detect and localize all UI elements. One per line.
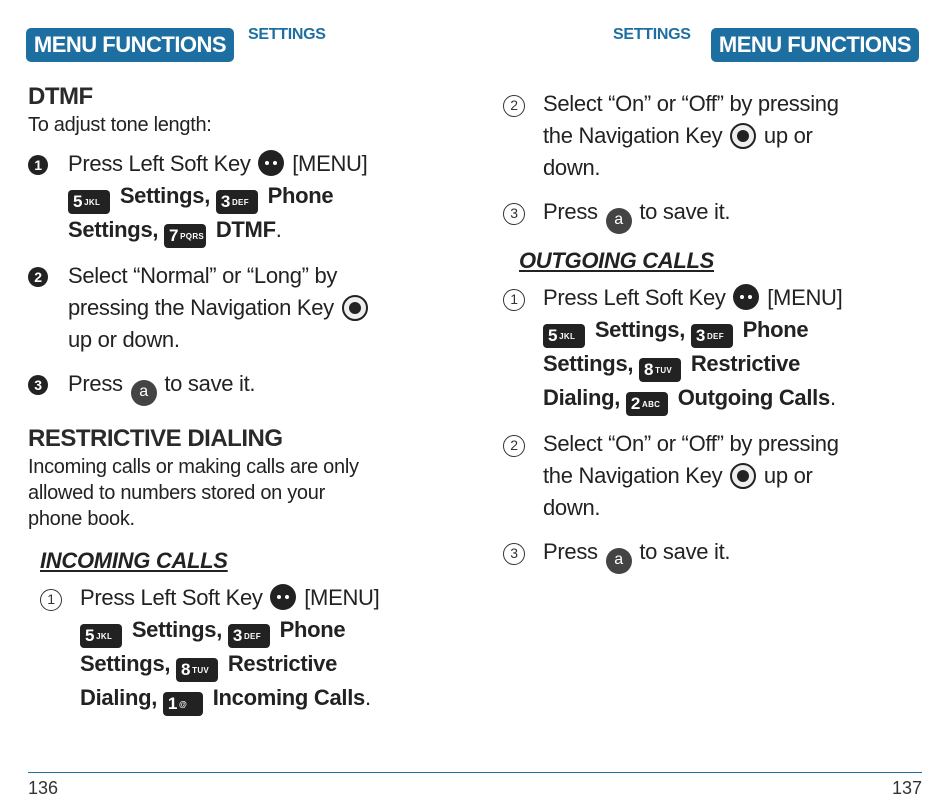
- step-text: .: [829, 385, 836, 410]
- step-text: down.: [543, 495, 601, 520]
- restrictive-description-2: allowed to numbers stored on your: [28, 482, 325, 504]
- key-8-icon: 8 TUV: [639, 358, 681, 382]
- step-text: pressing the Navigation Key: [68, 295, 334, 320]
- step-number: 2: [28, 267, 48, 287]
- incoming-calls-heading: INCOMING CALLS: [40, 548, 228, 573]
- step-text: Phone: [742, 317, 809, 342]
- dtmf-step-2: [28, 260, 468, 356]
- dtmf-step-3: [28, 368, 468, 406]
- step-text: Incoming Calls: [212, 685, 365, 710]
- incoming-step-2: [510, 88, 943, 184]
- step-text: Press: [543, 539, 598, 564]
- step-text: Settings,: [68, 217, 159, 242]
- outgoing-calls-heading: OUTGOING CALLS: [519, 248, 715, 273]
- step-text: Press Left Soft Key: [543, 285, 726, 310]
- left-soft-key-icon: [270, 584, 296, 610]
- outgoing-step-3: [510, 536, 943, 574]
- step-text: [MENU]: [292, 151, 368, 176]
- step-text: to save it.: [639, 539, 731, 564]
- key-7-icon: 7 PQRS: [164, 224, 206, 248]
- step-text: Press Left Soft Key: [80, 585, 263, 610]
- outgoing-step-1: [510, 282, 943, 416]
- step-text: Restrictive: [227, 651, 338, 676]
- step-text: to save it.: [164, 371, 256, 396]
- step-text: Settings,: [543, 351, 634, 376]
- step-text: .: [275, 217, 282, 242]
- step-number: 3: [28, 375, 48, 395]
- key-5-icon: 5 JKL: [543, 324, 585, 348]
- key-8-icon: 8 TUV: [176, 658, 218, 682]
- step-text: Dialing,: [80, 685, 158, 710]
- menu-functions-tab: MENU FUNCTIONS: [711, 28, 919, 62]
- step-number: 1: [503, 289, 525, 311]
- left-content: [28, 82, 468, 728]
- ok-key-icon: a: [606, 548, 632, 574]
- step-text: to save it.: [639, 199, 731, 224]
- step-text: DTMF: [215, 217, 276, 242]
- step-text: [MENU]: [304, 585, 380, 610]
- navigation-key-icon: [730, 463, 756, 489]
- step-number: 2: [503, 95, 525, 117]
- dtmf-description: To adjust tone length:: [28, 114, 212, 136]
- footer-divider: [28, 772, 922, 773]
- step-text: Press Left Soft Key: [68, 151, 251, 176]
- step-text: Settings,: [119, 183, 211, 208]
- navigation-key-icon: [730, 123, 756, 149]
- left-soft-key-icon: [258, 150, 284, 176]
- incoming-step-1: [28, 582, 468, 716]
- key-3-icon: 3 DEF: [216, 190, 258, 214]
- key-5-icon: 5 JKL: [68, 190, 110, 214]
- step-text: Outgoing Calls: [677, 385, 830, 410]
- step-text: Phone: [267, 183, 334, 208]
- step-number: 1: [28, 155, 48, 175]
- incoming-step-3: [510, 196, 943, 234]
- settings-subtab: SETTINGS: [613, 26, 691, 43]
- step-text: Restrictive: [690, 351, 801, 376]
- step-text: Press: [68, 371, 123, 396]
- key-2-icon: 2 ABC: [626, 392, 668, 416]
- right-content: [510, 82, 943, 586]
- step-text: up or: [763, 463, 813, 488]
- step-text: Settings,: [131, 617, 223, 642]
- step-text: the Navigation Key: [543, 463, 723, 488]
- step-text: Settings,: [594, 317, 686, 342]
- key-5-icon: 5 JKL: [80, 624, 122, 648]
- step-text: Select “On” or “Off” by pressing: [543, 431, 839, 456]
- page-number: 137: [891, 778, 922, 798]
- restrictive-description-3: phone book.: [28, 508, 135, 530]
- key-3-icon: 3 DEF: [691, 324, 733, 348]
- step-text: up or: [763, 123, 813, 148]
- outgoing-step-2: [510, 428, 943, 524]
- ok-key-icon: a: [131, 380, 157, 406]
- page-number: 136: [28, 778, 59, 798]
- step-text: Phone: [279, 617, 346, 642]
- step-text: Select “Normal” or “Long” by: [68, 263, 338, 288]
- step-text: down.: [543, 155, 601, 180]
- settings-subtab: SETTINGS: [248, 26, 326, 43]
- step-number: 1: [40, 589, 62, 611]
- menu-functions-tab: MENU FUNCTIONS: [26, 28, 234, 62]
- dtmf-step-1: [28, 148, 468, 248]
- step-text: Press: [543, 199, 598, 224]
- restrictive-dialing-heading: RESTRICTIVE DIALING: [28, 425, 283, 452]
- step-text: the Navigation Key: [543, 123, 723, 148]
- step-text: [MENU]: [767, 285, 843, 310]
- ok-key-icon: a: [606, 208, 632, 234]
- step-text: up or down.: [68, 327, 180, 352]
- step-text: Select “On” or “Off” by pressing: [543, 91, 839, 116]
- step-number: 2: [503, 435, 525, 457]
- step-text: Settings,: [80, 651, 171, 676]
- restrictive-description-1: Incoming calls or making calls are only: [28, 456, 359, 478]
- step-text: .: [364, 685, 371, 710]
- step-number: 3: [503, 543, 525, 565]
- key-3-icon: 3 DEF: [228, 624, 270, 648]
- right-page: [475, 0, 950, 804]
- key-1-icon: 1 @: [163, 692, 203, 716]
- left-soft-key-icon: [733, 284, 759, 310]
- step-number: 3: [503, 203, 525, 225]
- dtmf-heading: DTMF: [28, 83, 93, 110]
- navigation-key-icon: [342, 295, 368, 321]
- step-text: Dialing,: [543, 385, 621, 410]
